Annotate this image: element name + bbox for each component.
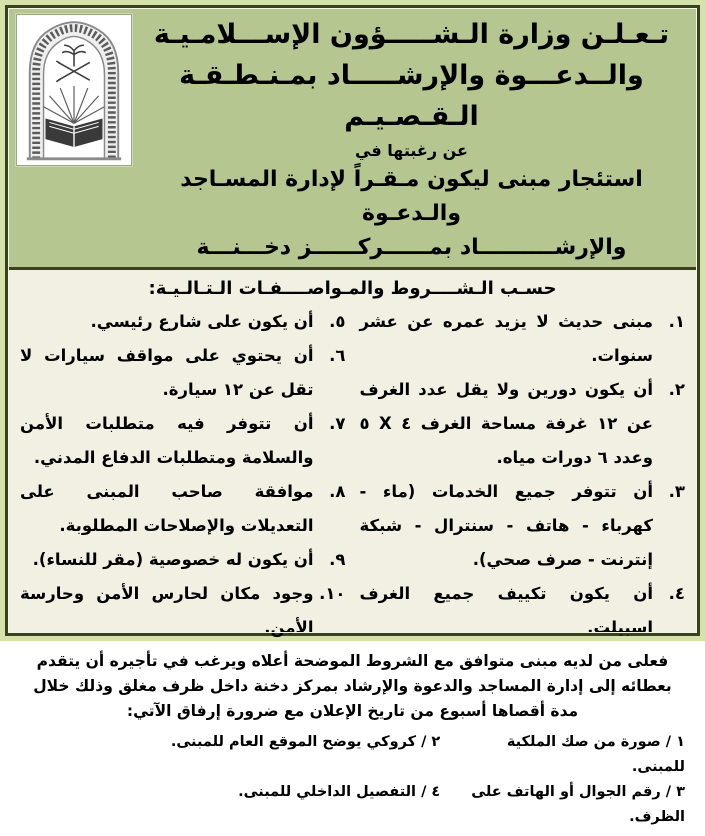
headline <box>132 14 691 265</box>
attachments-list <box>153 730 685 830</box>
condition-item-4 <box>360 577 686 645</box>
conditions-list <box>20 301 685 645</box>
item-text: أن يحتوي على مواقف سيارات لا تقل عن ١٢ سيارة. <box>20 346 314 399</box>
condition-item-9 <box>20 543 346 577</box>
item-number: ٩. <box>329 550 346 569</box>
item-number: ٦. <box>329 346 346 365</box>
headline-line-1: تـعـلـن وزارة الـشـــــؤون الإســـلامـيـة <box>153 19 670 50</box>
item-text: أن تتوفر جميع الخدمات (ماء - كهرباء - هاتف - سنترال - شبكة إنترنت - صرف صحي). <box>359 482 653 569</box>
attachment-item-1: ١ / صورة من صك الملكية للمبنى. <box>506 734 685 775</box>
submission-instructions: فعلى من لديه مبنى متوافق مع الشروط الموضحة أعلاه ويرغب في تأجيره أن يتقدم بعطائه إلى إدارة المساجد والدعوة والإرشاد بمركز دخنة داخل ظرف مغلق وذلك خلال مدة أقصاها أسبوع من تاريخ الإعلان مع ضرورة إرفاق الآتي: <box>33 652 672 720</box>
condition-item-6 <box>20 339 346 407</box>
item-number: ٥. <box>329 312 346 331</box>
attachment-item-4: ٤ / التفصيل الداخلي للمبنى. <box>238 784 441 800</box>
item-text: وجود مكان لحارس الأمن وحارسة الأمن. <box>20 584 314 637</box>
item-number: ٢. <box>668 380 685 399</box>
condition-item-2 <box>360 373 686 475</box>
conditions-title: حسـب الـشــــروط والمـواصــــفـات الـتـالـيـة: <box>148 278 557 299</box>
item-number: ٧. <box>329 414 346 433</box>
ministry-of-islamic-affairs-emblem-icon <box>17 15 131 165</box>
ministry-logo <box>16 14 132 166</box>
headline-line-5: والإرشــــــــــاد بمــــــركــــــز دخـــنـــة <box>196 235 627 260</box>
item-text: أن يكون تكييف جميع الغرف اسبيلت. <box>359 584 653 637</box>
headline-line-4: استئجار مبنى ليكون مـقـراً لإدارة المسـاجد والـدعـوة <box>180 167 643 226</box>
item-number: ٤. <box>668 584 685 603</box>
condition-item-5 <box>20 305 346 339</box>
condition-item-10 <box>20 577 346 645</box>
item-text: مبنى حديث لا يزيد عمره عن عشر سنوات. <box>359 312 653 365</box>
ad-header <box>8 8 697 270</box>
attachment-item-3: ٣ / رقم الجوال أو الهاتف على الظرف. <box>471 784 685 825</box>
ad-body <box>8 270 697 836</box>
attachment-item-2: ٢ / كروكي يوضح الموقع العام للمبنى. <box>170 734 441 750</box>
condition-item-1 <box>360 305 686 373</box>
condition-item-8 <box>20 475 346 543</box>
item-number: ٨. <box>329 482 346 501</box>
item-text: موافقة صاحب المبنى على التعديلات والإصلاحات المطلوبة. <box>20 482 314 535</box>
item-text: أن يكون على شارع رئيسي. <box>90 312 314 331</box>
ad-frame <box>5 5 700 825</box>
item-text: أن يكون دورين ولا يقل عدد الغرف عن ١٢ غرفة مساحة الغرف ٤ X ٥ وعدد ٦ دورات مياه. <box>359 380 653 467</box>
headline-line-3: عن رغبتها في <box>355 141 468 160</box>
item-number: ١. <box>668 312 685 331</box>
item-text: أن يكون له خصوصية (مقر للنساء). <box>32 550 314 569</box>
condition-item-3 <box>360 475 686 577</box>
condition-item-7 <box>20 407 346 475</box>
item-number: ٣. <box>668 482 685 501</box>
conditions-column-left <box>20 305 346 645</box>
item-number: ١٠. <box>319 584 346 603</box>
item-text: أن تتوفر فيه متطلبات الأمن والسلامة ومتطلبات الدفاع المدني. <box>20 414 314 467</box>
headline-line-2: والــدعـــوة والإرشـــــاد بمـنـطـقـة الـقـصـيـم <box>179 60 644 132</box>
conditions-column-right <box>360 305 686 645</box>
